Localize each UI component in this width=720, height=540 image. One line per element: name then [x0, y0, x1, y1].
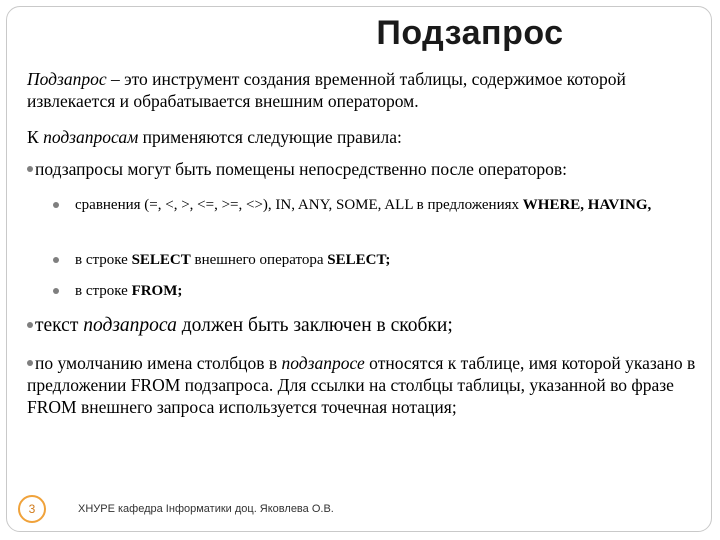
bullet-term: подзапросе: [281, 353, 365, 373]
bullet-term: подзапроса: [83, 315, 177, 336]
sub-bullet-keyword: WHERE, HAVING,: [522, 197, 652, 213]
bullet-dot-icon: [53, 202, 59, 208]
bullet-dot-icon: [27, 322, 33, 328]
definition-term: Подзапрос: [27, 69, 107, 89]
definition-text: – это инструмент создания временной таблицы, содержимое которой извлекается и обрабатывается внешним оператором.: [27, 69, 626, 111]
bullet-dot-icon: [27, 166, 33, 172]
bullet-item: [27, 158, 697, 180]
bullet-text: относятся к таблице, имя которой указано в предложении FROM подзапроса. Для ссылки на столбцы таблицы, указанной во фразе FROM внешнего запроса используется точечная нотация;: [27, 353, 696, 417]
bullet-text: по умолчанию имена столбцов в: [35, 353, 282, 373]
bullet-dot-icon: [53, 288, 59, 294]
bullet-text: подзапросы могут быть помещены непосредственно после операторов:: [35, 159, 567, 179]
sub-bullet-plain: в строке: [75, 283, 132, 299]
bullet-dot-icon: [27, 360, 33, 366]
rules-intro-suffix: применяются следующие правила:: [138, 127, 402, 147]
sub-bullet-plain: в строке: [75, 252, 132, 268]
bullet-item: [27, 352, 697, 418]
rules-intro-term: подзапросам: [43, 127, 139, 147]
sub-bullet-keyword: SELECT;: [327, 252, 391, 268]
sub-bullet-text: [75, 282, 675, 301]
sub-bullet-keyword: SELECT: [131, 252, 191, 268]
page-number-badge: 3: [18, 495, 46, 523]
rules-intro-prefix: К: [27, 127, 44, 147]
bullet-dot-icon: [53, 257, 59, 263]
rules-intro: [27, 126, 687, 148]
sub-bullet-text: [75, 251, 675, 270]
bullet-text: текст: [35, 315, 84, 336]
sub-bullet-keyword: FROM;: [131, 283, 183, 299]
sub-bullet-plain: сравнения (=, <, >, <=, >=, <>), IN, ANY, SOME, ALL в предложениях: [75, 197, 523, 213]
slide-title: Подзапрос: [376, 14, 564, 52]
sub-bullet-plain: внешнего оператора: [190, 252, 328, 268]
footer-text: ХНУРЕ кафедра Інформатики доц. Яковлева О.В.: [78, 503, 334, 515]
definition-paragraph: [27, 68, 687, 112]
bullet-item: [27, 314, 697, 338]
bullet-text: должен быть заключен в скобки;: [176, 315, 453, 336]
sub-bullet-text: [75, 196, 675, 215]
